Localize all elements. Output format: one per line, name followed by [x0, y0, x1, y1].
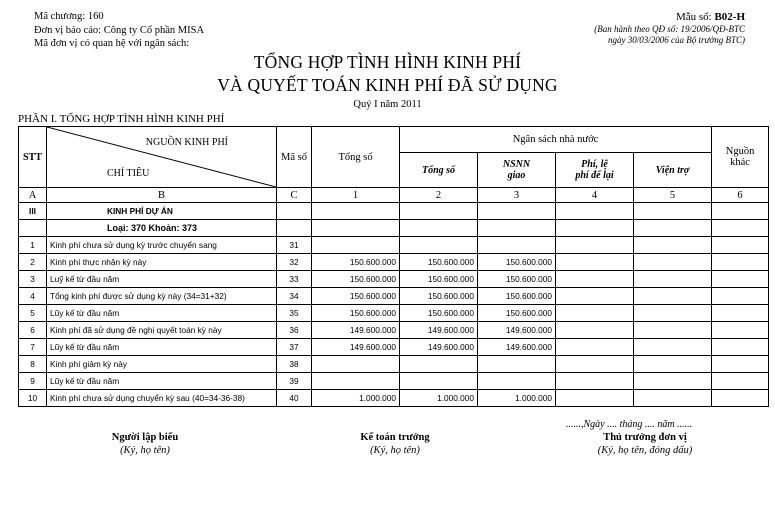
row-sb-total: 150.600.000: [400, 271, 478, 288]
row-sb-fees: [556, 237, 634, 254]
row-code: 35: [277, 305, 312, 322]
row-sb-total: [400, 237, 478, 254]
row-sb-fees: [556, 305, 634, 322]
section-label: KINH PHÍ DỰ ÁN: [47, 203, 277, 220]
row-total: 149.600.000: [312, 322, 400, 339]
section-stt: III: [19, 203, 47, 220]
row-code: 39: [277, 373, 312, 390]
row-stt: 1: [19, 237, 47, 254]
row-code: 38: [277, 356, 312, 373]
row-sb-aid: [634, 288, 712, 305]
row-code: 37: [277, 339, 312, 356]
row-other: [712, 305, 769, 322]
row-stt: 4: [19, 288, 47, 305]
report-title-line-2: VÀ QUYẾT TOÁN KINH PHÍ ĐÃ SỬ DỤNG: [217, 75, 558, 95]
row-sb-aid: [634, 339, 712, 356]
row-sb-aid: [634, 254, 712, 271]
row-label: Luỹ kế từ đầu năm: [47, 271, 277, 288]
budget-unit-code: Mã đơn vị có quan hệ với ngân sách:: [34, 38, 190, 49]
row-sb-fees: [556, 271, 634, 288]
row-sb-total: 150.600.000: [400, 254, 478, 271]
row-other: [712, 356, 769, 373]
report-header-info: [34, 10, 204, 51]
row-label: Lũy kế từ đầu năm: [47, 305, 277, 322]
row-code: 36: [277, 322, 312, 339]
row-code: 31: [277, 237, 312, 254]
chapter-code: Mã chương: 160: [34, 11, 104, 22]
row-label: Kinh phí đã sử dụng đề nghị quyết toán kỳ này: [47, 322, 277, 339]
col-letter: 2: [400, 188, 478, 203]
row-sb-total: [400, 373, 478, 390]
data-rows: [19, 237, 769, 407]
reporting-unit: Đơn vị báo cáo: Công ty Cổ phần MISA: [34, 24, 205, 36]
col-letter: C: [277, 188, 312, 203]
signature-unit-head: Thủ trưởng đơn vị (Ký, họ tên, đóng dấu): [597, 432, 693, 456]
col-letter: 6: [712, 188, 769, 203]
signature-preparer: Người lập biểu (Ký, họ tên): [111, 432, 179, 456]
row-stt: 5: [19, 305, 47, 322]
row-sb-fees: [556, 356, 634, 373]
form-code: Mẫu số: B02-H: [675, 11, 745, 23]
section-row: [19, 203, 769, 220]
header-sb-fees: Phí, lệ phí để lại: [556, 153, 634, 188]
header-sb-aid: Viện trợ: [634, 153, 712, 188]
col-letter: 3: [478, 188, 556, 203]
row-stt: 3: [19, 271, 47, 288]
row-stt: 9: [19, 373, 47, 390]
row-other: [712, 271, 769, 288]
row-stt: 2: [19, 254, 47, 271]
col-letter: A: [19, 188, 47, 203]
col-letter: 1: [312, 188, 400, 203]
row-sb-nsnn: [478, 237, 556, 254]
header-sb-total: Tổng số: [400, 153, 478, 188]
row-sb-aid: [634, 271, 712, 288]
row-sb-total: 149.600.000: [400, 322, 478, 339]
subsection-label: Loại: 370 Khoản: 373: [47, 220, 277, 237]
row-label: Kinh phí chưa sử dụng kỳ trước chuyển sang: [47, 237, 277, 254]
row-label: Kinh phí thực nhận kỳ này: [47, 254, 277, 271]
row-sb-fees: [556, 322, 634, 339]
header-funding-source: NGUỒN KINH PHÍ: [145, 137, 228, 148]
table-row: [19, 254, 769, 271]
row-sb-aid: [634, 305, 712, 322]
row-other: [712, 390, 769, 407]
row-sb-total: 149.600.000: [400, 339, 478, 356]
row-label: Tổng kinh phí được sử dụng kỳ này (34=31+32): [47, 288, 277, 305]
row-stt: 6: [19, 322, 47, 339]
row-sb-aid: [634, 390, 712, 407]
row-total: 1.000.000: [312, 390, 400, 407]
legal-basis-line-2: ngày 30/03/2006 của Bộ trưởng BTC): [608, 35, 745, 45]
table-row: [19, 271, 769, 288]
row-other: [712, 237, 769, 254]
row-code: 34: [277, 288, 312, 305]
header-stt: STT: [19, 127, 47, 188]
row-stt: 7: [19, 339, 47, 356]
row-sb-nsnn: 150.600.000: [478, 288, 556, 305]
subsection-row: [19, 220, 769, 237]
row-label: Lũy kế từ đầu năm: [47, 373, 277, 390]
row-total: 149.600.000: [312, 339, 400, 356]
col-letter: 5: [634, 188, 712, 203]
budget-summary-table: [18, 126, 769, 407]
row-total: 150.600.000: [312, 288, 400, 305]
row-total: 150.600.000: [312, 254, 400, 271]
signature-chief-accountant: Kế toán trưởng (Ký, họ tên): [360, 432, 430, 456]
table-row: [19, 305, 769, 322]
row-label: Kinh phí giảm kỳ này: [47, 356, 277, 373]
row-sb-fees: [556, 390, 634, 407]
row-sb-nsnn: 150.600.000: [478, 271, 556, 288]
row-other: [712, 288, 769, 305]
date-line: ......,Ngày .... tháng .... năm ......: [566, 419, 693, 430]
row-total: [312, 373, 400, 390]
table-row: [19, 356, 769, 373]
header-sb-nsnn: NSNN giao: [478, 153, 556, 188]
row-code: 40: [277, 390, 312, 407]
row-other: [712, 322, 769, 339]
row-sb-nsnn: 150.600.000: [478, 254, 556, 271]
table-row: [19, 390, 769, 407]
row-sb-fees: [556, 373, 634, 390]
row-sb-nsnn: 149.600.000: [478, 339, 556, 356]
row-stt: 8: [19, 356, 47, 373]
row-sb-total: 1.000.000: [400, 390, 478, 407]
part-title: PHẦN I. TỔNG HỢP TÌNH HÌNH KINH PHÍ: [18, 113, 225, 125]
row-sb-aid: [634, 322, 712, 339]
report-title-line-1: TỔNG HỢP TÌNH HÌNH KINH PHÍ: [253, 52, 522, 72]
row-sb-nsnn: 150.600.000: [478, 305, 556, 322]
row-other: [712, 373, 769, 390]
row-other: [712, 339, 769, 356]
report-period: Quý I năm 2011: [353, 99, 422, 110]
row-other: [712, 254, 769, 271]
row-total: 150.600.000: [312, 271, 400, 288]
row-sb-nsnn: 149.600.000: [478, 322, 556, 339]
row-label: Kinh phí chưa sử dụng chuyển kỳ sau (40=34-36-38): [47, 390, 277, 407]
row-sb-nsnn: [478, 373, 556, 390]
header-indicator: CHỈ TIÊU: [107, 168, 150, 179]
header-other-source: Nguồn khác: [712, 127, 769, 188]
row-sb-fees: [556, 254, 634, 271]
row-total: [312, 237, 400, 254]
row-total: 150.600.000: [312, 305, 400, 322]
table-row: [19, 237, 769, 254]
row-sb-nsnn: 1.000.000: [478, 390, 556, 407]
col-letter: B: [47, 188, 277, 203]
row-total: [312, 356, 400, 373]
row-stt: 10: [19, 390, 47, 407]
row-sb-total: 150.600.000: [400, 305, 478, 322]
table-row: [19, 339, 769, 356]
table-row: [19, 373, 769, 390]
col-letter: 4: [556, 188, 634, 203]
row-sb-fees: [556, 339, 634, 356]
header-diagonal-cell: [47, 127, 277, 188]
header-code: Mã số: [277, 127, 312, 188]
row-code: 33: [277, 271, 312, 288]
table-row: [19, 288, 769, 305]
row-sb-aid: [634, 373, 712, 390]
row-sb-fees: [556, 288, 634, 305]
legal-basis-line-1: (Ban hành theo QĐ số: 19/2006/QĐ-BTC: [594, 24, 745, 34]
row-sb-aid: [634, 237, 712, 254]
row-sb-total: [400, 356, 478, 373]
header-total: Tổng số: [312, 127, 400, 188]
row-sb-nsnn: [478, 356, 556, 373]
form-info: [594, 10, 745, 46]
row-label: Lũy kế từ đầu năm: [47, 339, 277, 356]
table-row: [19, 322, 769, 339]
row-code: 32: [277, 254, 312, 271]
row-sb-total: 150.600.000: [400, 288, 478, 305]
diagonal-line: [47, 127, 276, 187]
header-state-budget: Ngân sách nhà nước: [400, 127, 712, 153]
row-sb-aid: [634, 356, 712, 373]
